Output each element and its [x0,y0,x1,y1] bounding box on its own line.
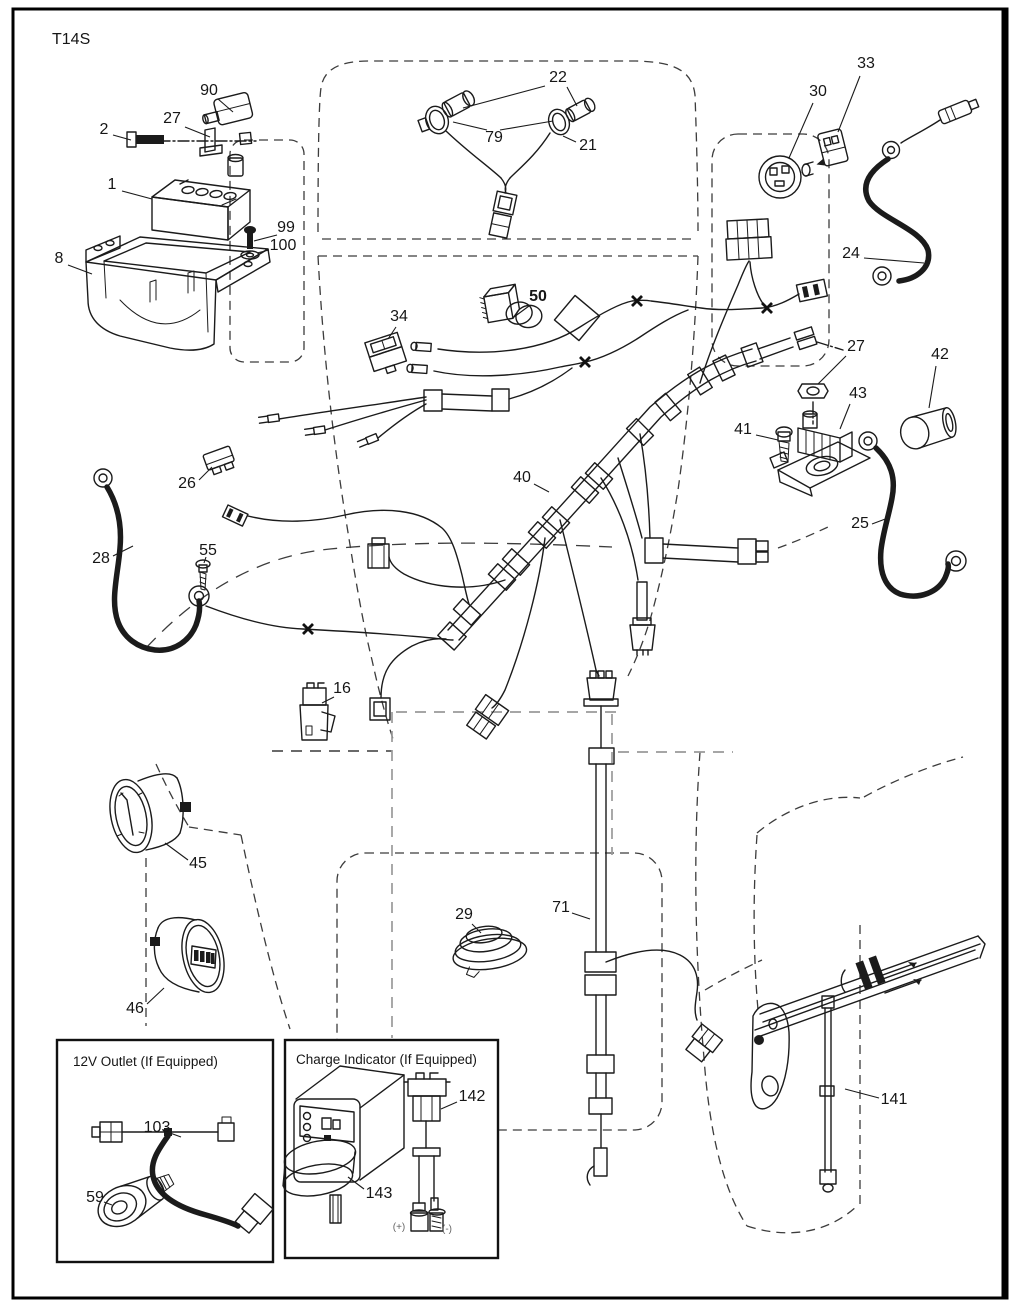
angled-connector-pair-illustration [465,695,509,741]
callout-2: 2 [99,121,109,138]
callout-16: 16 [333,680,351,697]
callout-33: 33 [857,55,875,72]
gauge-45-illustration [104,774,191,857]
callout-27-battery: 27 [163,110,181,127]
callout-71: 71 [552,899,570,916]
solenoid-group-illustration [770,384,966,596]
main-harness-illustration [389,261,843,708]
callout-99: 99 [277,219,295,236]
inline-connector-illustration [645,538,768,564]
interlock-switch-illustration [365,332,408,377]
callout-79: 79 [485,129,503,146]
battery-cable-24-illustration [866,97,980,285]
callout-55: 55 [199,542,217,559]
callout-59: 59 [86,1189,104,1206]
callout-29: 29 [455,906,473,923]
callout-27-solenoid: 27 [847,338,865,355]
small-connector-illustration [368,538,389,568]
callout-21: 21 [579,137,597,154]
headlight-harness-illustration [415,89,597,238]
callout-103: 103 [143,1119,171,1136]
callout-24: 24 [842,245,860,262]
callout-45: 45 [189,855,207,872]
callout-90: 90 [200,82,218,99]
charge-inset-title: Charge Indicator (If Equipped) [296,1052,477,1067]
callout-100: 100 [269,237,297,254]
callout-leader-lines [68,76,936,1205]
outlet-inset-title: 12V Outlet (If Equipped) [73,1054,218,1069]
callout-34: 34 [390,308,408,325]
outlet-inset-box [57,1040,273,1262]
switch-16-illustration [300,639,446,740]
callout-41: 41 [734,421,752,438]
callout-40: 40 [513,469,531,486]
ground-cable-illustration [94,469,453,650]
screw-washer-illustration [241,226,259,259]
callout-25: 25 [851,515,869,532]
callout-1: 1 [107,176,117,193]
diagram-title: T14S [52,31,91,48]
callout-46: 46 [126,1000,144,1017]
polarity-minus-label: (-) [442,1224,452,1235]
callout-141: 141 [880,1091,908,1108]
callout-26: 26 [178,475,196,492]
gray-guide-lines [272,712,733,1038]
wire-71-illustration [584,671,722,1185]
callout-142: 142 [458,1088,486,1105]
callout-28: 28 [92,550,110,567]
polarity-plus-label: (+) [392,1222,406,1233]
callout-43: 43 [849,385,867,402]
harness-branch-wires [259,219,828,448]
boot-29-illustration [449,921,529,980]
battery-illustration [152,155,250,241]
wire-141-illustration [751,936,985,1192]
callout-22: 22 [549,69,567,86]
hour-meter-illustration [150,916,230,997]
callout-30: 30 [809,83,827,100]
callout-143: 143 [365,1185,393,1202]
ignition-switch-illustration [759,156,813,198]
callout-8: 8 [54,250,64,267]
callout-42: 42 [931,346,949,363]
fuse-26-illustration [203,446,469,604]
callout-50: 50 [529,288,547,305]
